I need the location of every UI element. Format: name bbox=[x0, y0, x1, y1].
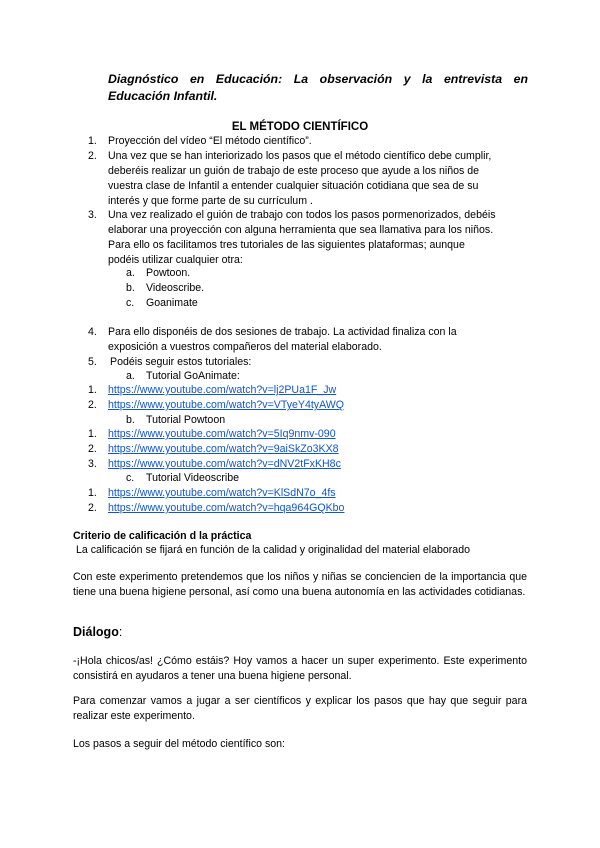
platform-powtoon: Powtoon. bbox=[146, 267, 191, 279]
link-number: 2. bbox=[88, 443, 97, 455]
link-number: 3. bbox=[88, 458, 97, 470]
step-5-text: Podéis seguir estos tutoriales: bbox=[110, 356, 252, 368]
link-number: 1. bbox=[88, 428, 97, 440]
criteria-heading: Criterio de calificación d la práctica bbox=[73, 530, 252, 542]
step-4-line: exposición a vuestros compañeros del material elaborado. bbox=[108, 341, 382, 353]
step-3-line: Una vez realizado el guión de trabajo con todos los pasos pormenorizados, debéis bbox=[108, 209, 496, 221]
link-number: 2. bbox=[88, 399, 97, 411]
platform-letter: a. bbox=[126, 267, 135, 279]
tutorial-powtoon-label: Tutorial Powtoon bbox=[146, 414, 226, 426]
step-4-number: 4. bbox=[88, 326, 97, 338]
step-5-number: 5. bbox=[88, 356, 97, 368]
step-4-line: Para ello disponéis de dos sesiones de trabajo. La actividad finaliza con la bbox=[108, 326, 457, 338]
dialogo-label: Diálogo bbox=[73, 625, 119, 639]
dialogo-colon: : bbox=[118, 625, 123, 639]
tutorial-link[interactable]: https://www.youtube.com/watch?v=lj2PUa1F_Jw bbox=[108, 384, 337, 396]
steps-intro: Los pasos a seguir del método científico son: bbox=[73, 738, 285, 750]
criteria-text: La calificación se fijará en función de la calidad y originalidad del material elaborado bbox=[76, 544, 470, 556]
step-1-number: 1. bbox=[88, 135, 97, 147]
step-3-line: podéis utilizar cualquier otra: bbox=[108, 254, 243, 266]
step-2-line: interés y que forme parte de su currículum . bbox=[108, 195, 313, 207]
tutorial-link[interactable]: https://www.youtube.com/watch?v=VTyeY4tyAWQ bbox=[108, 399, 345, 411]
platform-letter: b. bbox=[126, 282, 135, 294]
tutorial-goanimate-label: Tutorial GoAnimate: bbox=[146, 370, 240, 382]
step-1-text: Proyección del vídeo “El método científico”. bbox=[108, 135, 312, 147]
tutorial-letter: a. bbox=[126, 370, 135, 382]
link-number: 2. bbox=[88, 502, 97, 514]
step-2-line: deberéis realizar un guión de trabajo de este proceso que ayude a los niños de bbox=[108, 165, 480, 177]
method-heading: EL MÉTODO CIENTÍFICO bbox=[231, 121, 369, 133]
platform-goanimate: Goanimate bbox=[146, 297, 198, 309]
tutorial-link[interactable]: https://www.youtube.com/watch?v=hqa964GQKbo bbox=[108, 502, 345, 514]
scientists-paragraph: Para comenzar vamos a jugar a ser científicos y explicar los pasos que hay que seguir para realizar este experimento. bbox=[73, 695, 527, 722]
dialogo-heading bbox=[73, 625, 122, 639]
step-3-line: elaborar una proyección con alguna herramienta que sea llamativa para los niños. bbox=[108, 224, 494, 236]
tutorial-link[interactable]: https://www.youtube.com/watch?v=5Iq9nmv-090 bbox=[108, 428, 336, 440]
link-number: 1. bbox=[88, 487, 97, 499]
tutorial-videoscribe-label: Tutorial Videoscribe bbox=[146, 472, 240, 484]
tutorial-link[interactable]: https://www.youtube.com/watch?v=9aiSkZo3KX8 bbox=[108, 443, 339, 455]
experiment-paragraph: Con este experimento pretendemos que los niños y niñas se conciencien de la importancia que tiene una buena higiene personal, así como una buena autonomía en las actividades cotidianas. bbox=[73, 571, 527, 598]
tutorial-letter: c. bbox=[126, 472, 135, 484]
step-2-line: vuestra clase de Infantil a entender cualquier situación cotidiana que sea de su bbox=[108, 180, 479, 192]
tutorial-link[interactable]: https://www.youtube.com/watch?v=dNV2tFxKH8c bbox=[108, 458, 341, 470]
greeting-paragraph: -¡Hola chicos/as! ¿Cómo estáis? Hoy vamos a hacer un super experimento. Este experimento consistirá en ayudaros a tener una buena higiene personal. bbox=[73, 655, 527, 682]
tutorial-link[interactable]: https://www.youtube.com/watch?v=KlSdN7o_4fs bbox=[108, 487, 336, 499]
document-title: Diagnóstico en Educación: La observación y la entrevista en Educación Infantil. bbox=[108, 72, 528, 103]
tutorial-letter: b. bbox=[126, 414, 135, 426]
platform-letter: c. bbox=[126, 297, 135, 309]
step-2-line: Una vez que se han interiorizado los pasos que el método científico debe cumplir, bbox=[108, 150, 492, 162]
step-2-number: 2. bbox=[88, 150, 97, 162]
step-3-line: Para ello os facilitamos tres tutoriales de las siguientes plataformas; aunque bbox=[108, 239, 465, 251]
platform-videoscribe: Videoscribe. bbox=[146, 282, 205, 294]
link-number: 1. bbox=[88, 384, 97, 396]
step-3-number: 3. bbox=[88, 209, 97, 221]
